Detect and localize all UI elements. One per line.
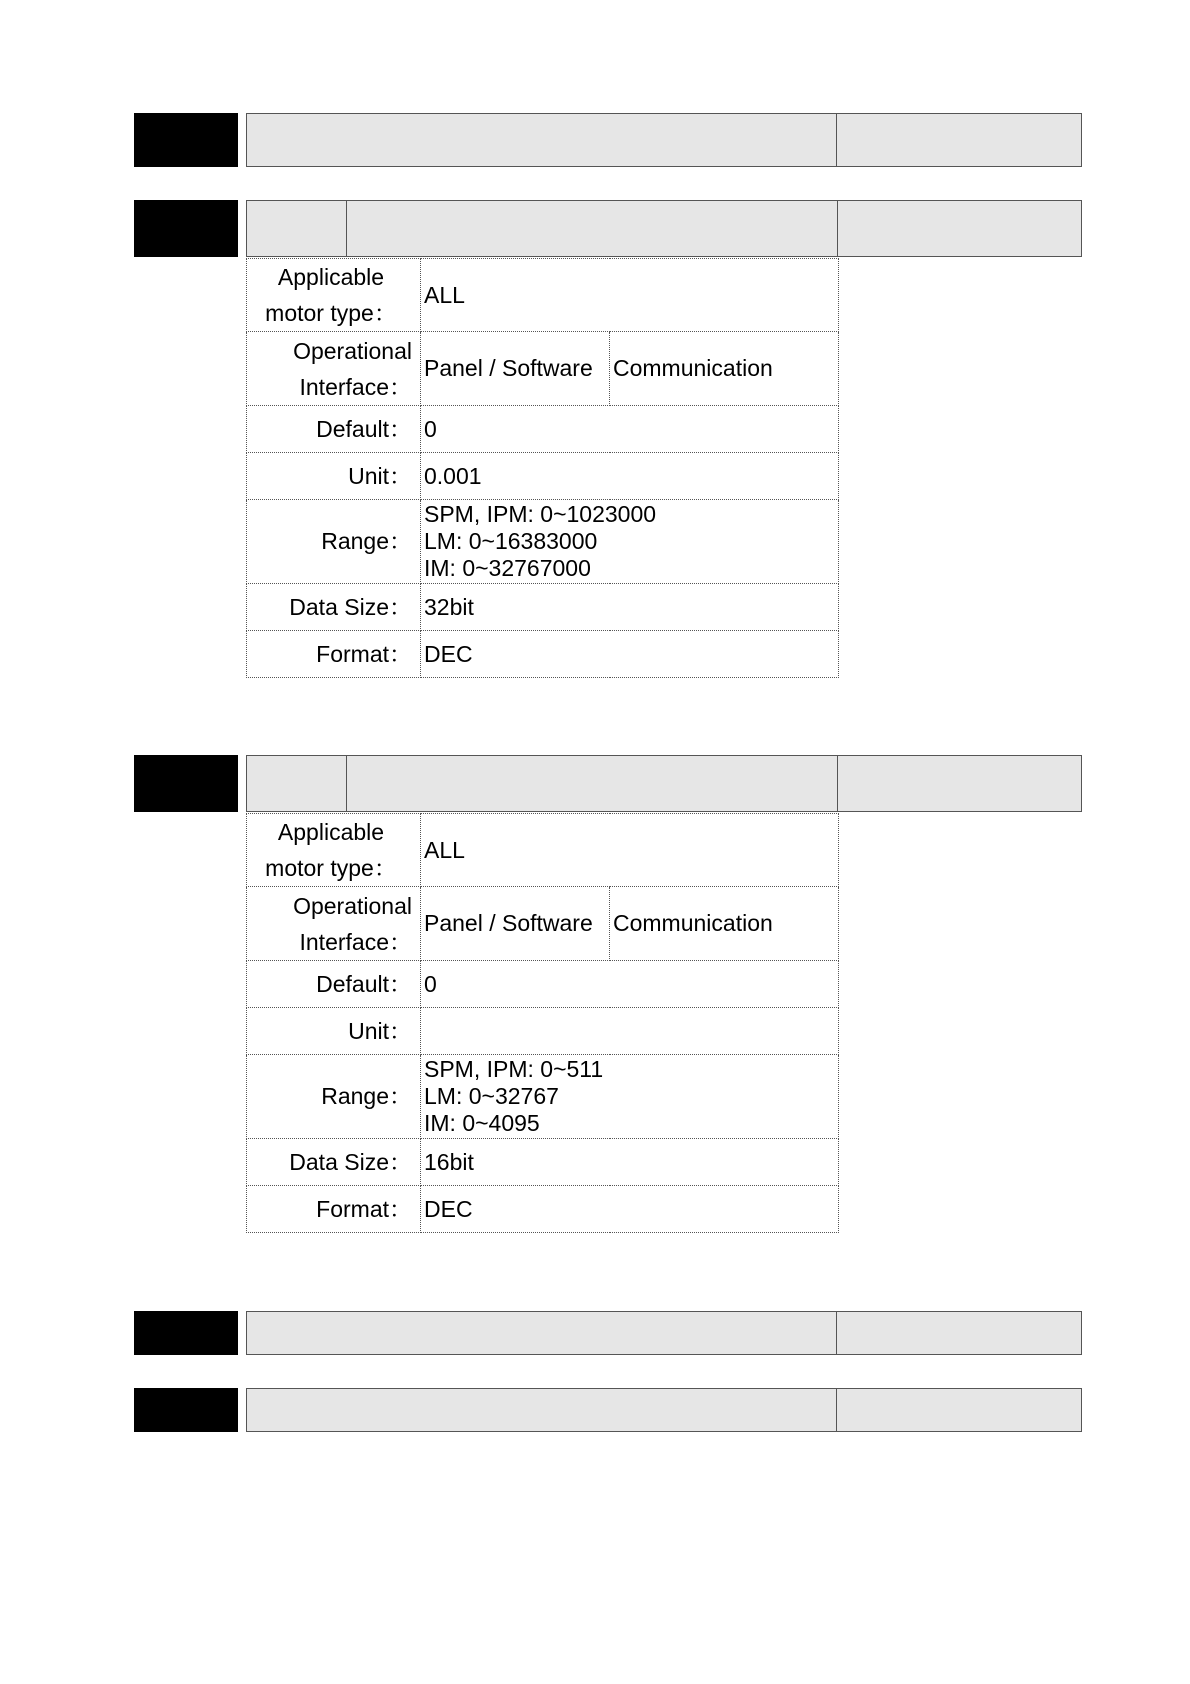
motor-type-label-line2: motor type： (265, 300, 397, 326)
format-value: DEC (421, 1186, 839, 1233)
param-code-block-2 (134, 200, 238, 257)
motor-type-label (247, 814, 421, 887)
row-format (247, 631, 839, 678)
motor-type-value: ALL (421, 814, 839, 887)
data-size-label: Data Size： (247, 584, 421, 631)
default-value: 0 (421, 961, 839, 1008)
motor-type-label (247, 259, 421, 332)
interface-panel: Panel / Software (421, 332, 610, 406)
interface-label (247, 332, 421, 406)
interface-label-line2: Interface： (299, 373, 412, 400)
interface-communication: Communication (610, 332, 839, 406)
row-format (247, 1186, 839, 1233)
format-value: DEC (421, 631, 839, 678)
param-header-bar-2 (246, 200, 1082, 257)
param-header-bar-5 (246, 1388, 1082, 1432)
motor-type-label-line1: Applicable (277, 264, 385, 290)
default-label: Default： (247, 406, 421, 453)
format-label: Format： (247, 631, 421, 678)
motor-type-label-line2: motor type： (265, 855, 397, 881)
header-divider (837, 756, 838, 811)
row-default (247, 406, 839, 453)
range-line-3: IM: 0~32767000 (424, 555, 591, 581)
param-code-block-5 (134, 1388, 238, 1432)
param-code-block-3 (134, 755, 238, 812)
interface-label-line1: Operational (293, 337, 412, 364)
interface-label (247, 887, 421, 961)
row-unit (247, 1008, 839, 1055)
row-range (247, 500, 839, 584)
range-value (421, 500, 839, 584)
range-label: Range： (247, 500, 421, 584)
motor-type-value: ALL (421, 259, 839, 332)
interface-label-line2: Interface： (299, 928, 412, 955)
row-range (247, 1055, 839, 1139)
header-divider (836, 1312, 837, 1354)
header-divider (837, 201, 838, 256)
unit-value (421, 1008, 839, 1055)
row-data-size (247, 584, 839, 631)
header-divider (836, 1389, 837, 1431)
default-value: 0 (421, 406, 839, 453)
param-table-2 (246, 813, 839, 1233)
param-table-1 (246, 258, 839, 678)
row-interface (247, 887, 839, 961)
unit-label: Unit： (247, 453, 421, 500)
data-size-label: Data Size： (247, 1139, 421, 1186)
param-header-bar-1 (246, 113, 1082, 167)
format-label: Format： (247, 1186, 421, 1233)
range-line-3: IM: 0~4095 (424, 1110, 540, 1136)
param-header-bar-4 (246, 1311, 1082, 1355)
range-label: Range： (247, 1055, 421, 1139)
default-label: Default： (247, 961, 421, 1008)
range-line-2: LM: 0~16383000 (424, 528, 598, 554)
row-motor-type (247, 814, 839, 887)
range-line-1: SPM, IPM: 0~1023000 (424, 501, 657, 527)
interface-panel: Panel / Software (421, 887, 610, 961)
row-motor-type (247, 259, 839, 332)
unit-label: Unit： (247, 1008, 421, 1055)
param-code-block-1 (134, 113, 238, 167)
header-divider (836, 114, 837, 166)
range-line-1: SPM, IPM: 0~511 (424, 1056, 604, 1082)
param-header-bar-3 (246, 755, 1082, 812)
row-data-size (247, 1139, 839, 1186)
param-code-block-4 (134, 1311, 238, 1355)
data-size-value: 16bit (421, 1139, 839, 1186)
motor-type-label-line1: Applicable (277, 819, 385, 845)
row-unit (247, 453, 839, 500)
interface-communication: Communication (610, 887, 839, 961)
range-line-2: LM: 0~32767 (424, 1083, 559, 1109)
unit-value: 0.001 (421, 453, 839, 500)
range-value (421, 1055, 839, 1139)
data-size-value: 32bit (421, 584, 839, 631)
row-default (247, 961, 839, 1008)
row-interface (247, 332, 839, 406)
interface-label-line1: Operational (293, 892, 412, 919)
header-divider (346, 201, 347, 256)
header-divider (346, 756, 347, 811)
